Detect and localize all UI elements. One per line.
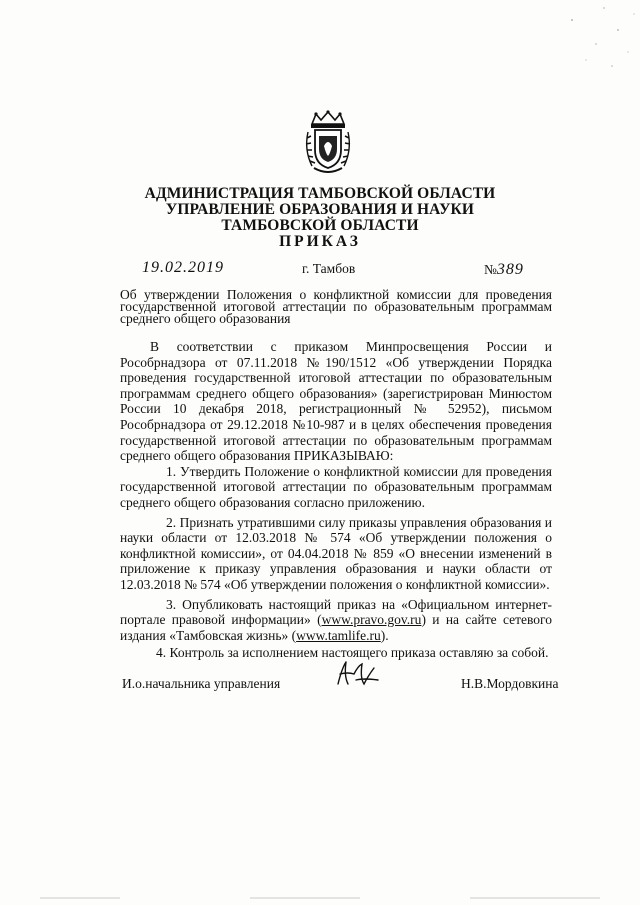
item-2: 2. Признать утратившими силу приказы управления образования и науки области от 12.03.2018 № 574 «Об утверждении положения о конфликтной комиссии», от 04.04.2018 № 859 «О внесении изменений в приложение к приказу управления образования и науки области от 12.03.2018 № 574 «Об утверждении положения о конфликтной комиссии». bbox=[120, 514, 552, 592]
intro-paragraph: В соответствии с приказом Минпросвещения России и Рособрнадзора от 07.11.2018 №190/1512 «Об утверждении Порядка проведения государственной итоговой аттестации по образовательным программам среднего общего образования» (зарегистрирован Минюстом России 10 декабря 2018, регистрационный № 52952), письмом Рособрнадзора от 29.12.2018 №10-987 и в целях обеспечения проведения государственной итоговой аттестации по образовательным программам среднего общего образования ПРИКАЗЫВАЮ: bbox=[120, 339, 552, 464]
document-title: Об утверждении Положения о конфликтной комиссии для проведения государственной итоговой аттестации по образовательным программам среднего общего образования bbox=[120, 287, 552, 326]
pravo-link[interactable]: www.pravo.gov.ru bbox=[321, 612, 422, 628]
item-4: 4. Контроль за исполнением настоящего приказа оставляю за собой. bbox=[156, 645, 549, 661]
number-prefix: № bbox=[484, 262, 497, 277]
signatory-role: И.о.начальника управления bbox=[122, 676, 281, 691]
item-3-text-c: ). bbox=[380, 627, 389, 643]
item-3-text-b: ) и на сайте сетевого издания «Тамбовская жизнь» ( bbox=[120, 612, 553, 643]
document-date: 19.02.2019 bbox=[142, 259, 224, 276]
item-3-text-a: 3. Опубликовать настоящий приказ на «Официальном интернет-портале правовой информации» ( bbox=[120, 596, 552, 628]
coat-of-arms-icon bbox=[302, 110, 354, 176]
item-1: 1. Утвердить Положение о конфликтной комиссии для проведения государственной итоговой аттестации по образовательным программам среднего общего образования согласно приложению. bbox=[120, 463, 552, 510]
document-header bbox=[0, 186, 640, 250]
document-city: г. Тамбов bbox=[302, 261, 356, 276]
document-body bbox=[120, 339, 552, 661]
header-line-region: ТАМБОВСКОЙ ОБЛАСТИ bbox=[221, 217, 419, 234]
header-line-administration: АДМИНИСТРАЦИЯ ТАМБОВСКОЙ ОБЛАСТИ bbox=[144, 185, 496, 202]
document-number bbox=[484, 261, 524, 279]
handwritten-signature-icon bbox=[334, 658, 382, 690]
number-value: 389 bbox=[496, 261, 524, 278]
tamlife-link[interactable]: www.tamlife.ru bbox=[296, 627, 381, 643]
header-line-department: УПРАВЛЕНИЕ ОБРАЗОВАНИЯ И НАУКИ bbox=[165, 201, 475, 218]
item-3 bbox=[120, 597, 552, 644]
document-type: ПРИКАЗ bbox=[279, 233, 361, 250]
signatory-name: Н.В.Мордовкина bbox=[461, 676, 559, 691]
